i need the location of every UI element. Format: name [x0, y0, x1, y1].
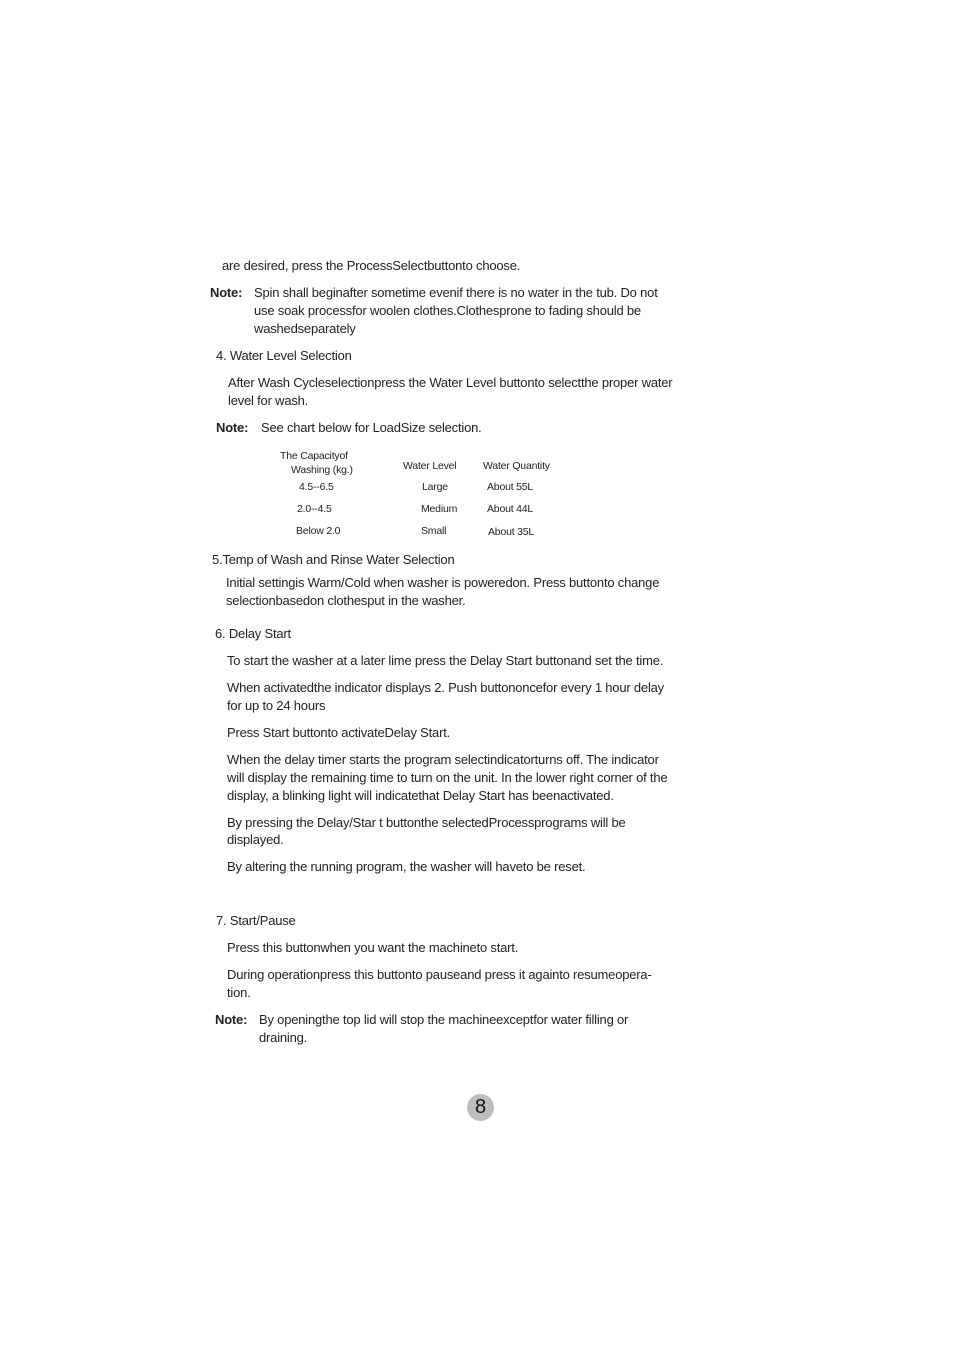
- paragraph: selectionbasedon clothesput in the washer.: [226, 593, 466, 608]
- table-cell: About 55L: [487, 481, 534, 493]
- note-text: washedseparately: [254, 321, 356, 336]
- section-heading-delay-start: 6. Delay Start: [215, 626, 291, 641]
- paragraph: After Wash Cycleselectionpress the Water Level buttonto selectthe proper water: [228, 375, 673, 390]
- note-label: Note:: [216, 420, 249, 435]
- note-text: use soak processfor woolen clothes.Clothesprone to fading should be: [254, 303, 641, 318]
- paragraph: level for wash.: [228, 393, 309, 408]
- table-cell: Medium: [421, 503, 458, 515]
- page-number-badge: 8: [467, 1094, 494, 1121]
- table-cell: About 44L: [487, 503, 534, 515]
- note-label: Note:: [215, 1012, 248, 1027]
- table-header-quantity: Water Quantity: [483, 460, 550, 472]
- table-header-level: Water Level: [403, 460, 457, 472]
- section-heading-water-level: 4. Water Level Selection: [216, 348, 352, 363]
- table-header-capacity: Washing (kg.): [291, 464, 353, 476]
- paragraph: displayed.: [227, 832, 284, 847]
- note-text: Spin shall beginafter sometime evenif there is no water in the tub. Do not: [254, 285, 658, 300]
- paragraph: When activatedthe indicator displays 2. Push buttononcefor every 1 hour delay: [227, 680, 664, 695]
- paragraph: During operationpress this buttonto pauseand press it againto resumeopera-: [227, 967, 652, 982]
- paragraph: will display the remaining time to turn on the unit. In the lower right corner of the: [227, 770, 668, 785]
- table-cell: Small: [421, 525, 447, 537]
- note-label: Note:: [210, 285, 243, 300]
- paragraph: When the delay timer starts the program selectindicatorturns off. The indicator: [227, 752, 659, 767]
- table-cell: Large: [422, 481, 448, 493]
- paragraph: tion.: [227, 985, 251, 1000]
- paragraph: display, a blinking light will indicatethat Delay Start has beenactivated.: [227, 788, 614, 803]
- table-cell: Below 2.0: [296, 525, 341, 537]
- note-text: draining.: [259, 1030, 308, 1045]
- paragraph: Initial settingis Warm/Cold when washer is poweredon. Press buttonto change: [226, 575, 660, 590]
- intro-line: are desired, press the ProcessSelectbuttonto choose.: [222, 258, 521, 273]
- table-cell: About 35L: [488, 526, 535, 538]
- note-text: By openingthe top lid will stop the machineexceptfor water filling or: [259, 1012, 629, 1027]
- table-cell: 4.5--6.5: [299, 481, 334, 493]
- paragraph: Press this buttonwhen you want the machineto start.: [227, 940, 519, 955]
- paragraph: By pressing the Delay/Star t buttonthe selectedProcessprograms will be: [227, 815, 626, 830]
- paragraph: for up to 24 hours: [227, 698, 326, 713]
- section-heading-start-pause: 7. Start/Pause: [216, 913, 296, 928]
- section-heading-temp: 5.Temp of Wash and Rinse Water Selection: [212, 552, 455, 567]
- paragraph: To start the washer at a later lime press the Delay Start buttonand set the time.: [227, 653, 664, 668]
- table-cell: 2.0--4.5: [297, 503, 332, 515]
- note-text: See chart below for LoadSize selection.: [261, 420, 482, 435]
- table-header-capacity: The Capacityof: [280, 450, 348, 462]
- paragraph: By altering the running program, the washer will haveto be reset.: [227, 859, 586, 874]
- paragraph: Press Start buttonto activateDelay Start.: [227, 725, 451, 740]
